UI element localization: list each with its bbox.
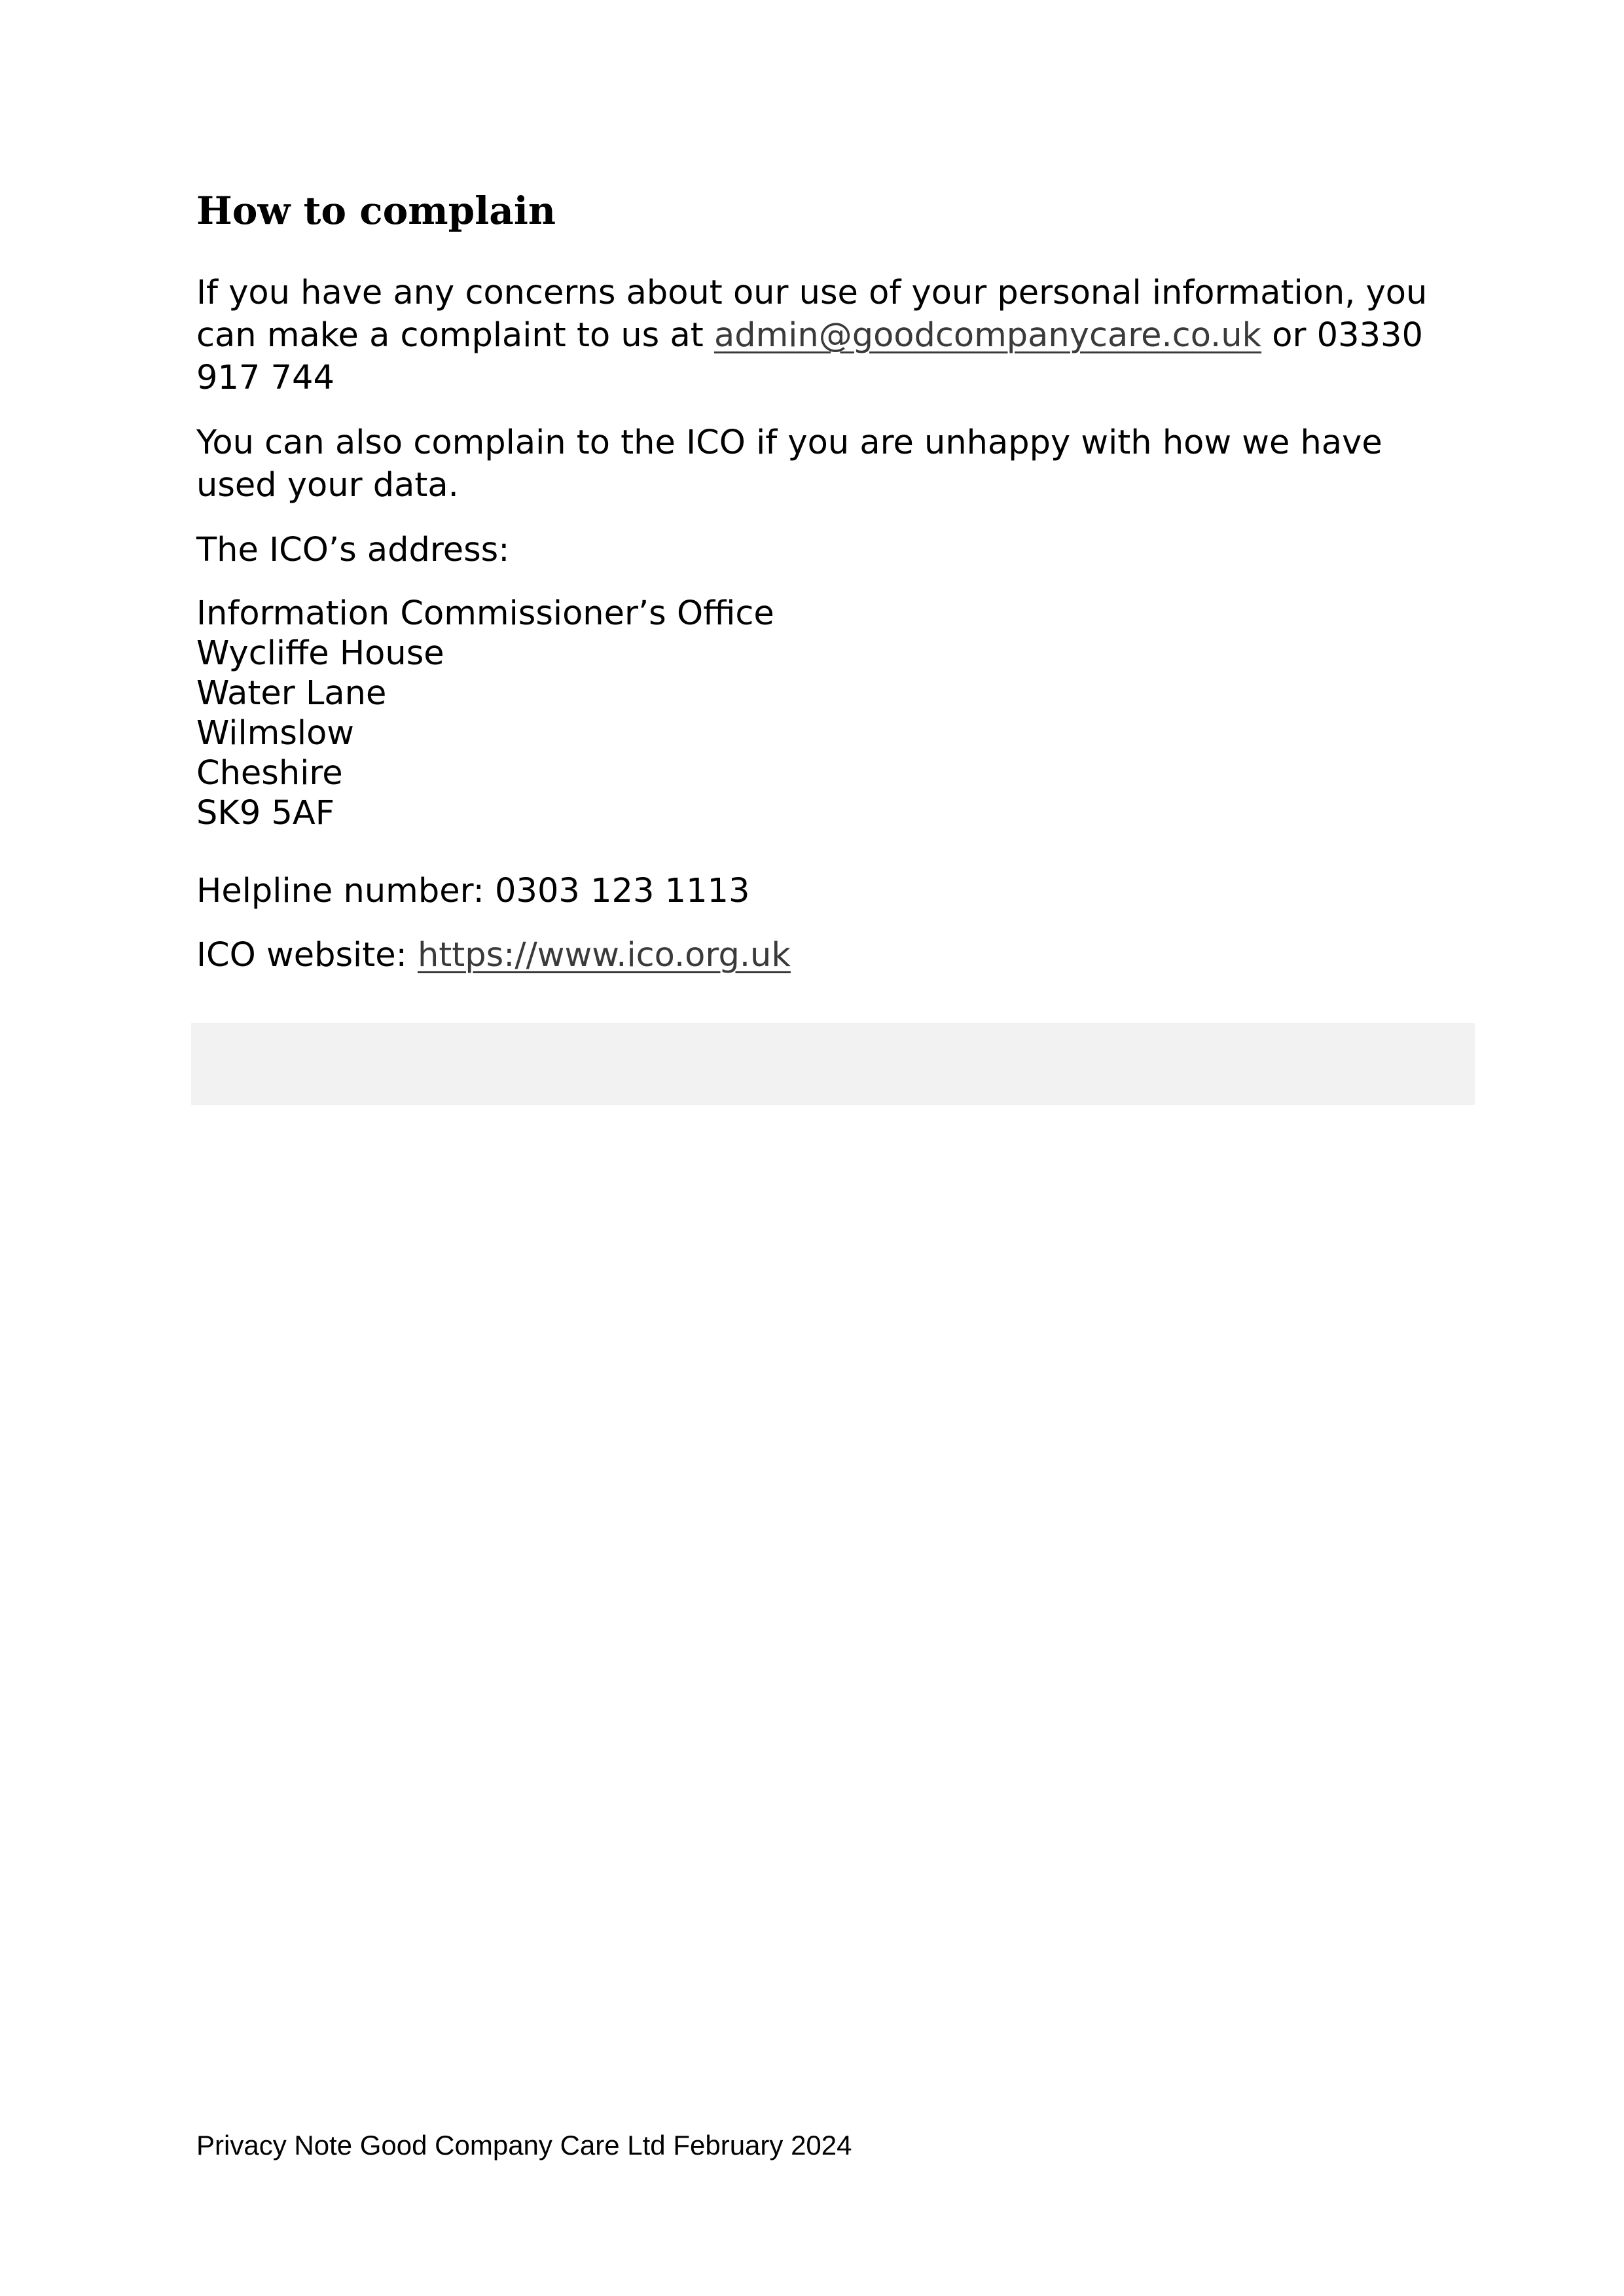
ico-address [196,594,774,833]
address-line: Water Lane [196,674,387,713]
address-line: Wycliffe House [196,634,444,673]
intro-paragraph [196,272,1466,399]
ico-website-link[interactable]: https://www.ico.org.uk [417,936,791,975]
intro-text: If you have any concerns about our use of your personal information, you can make a complaint to us at [196,274,1428,355]
phone-text: or 03330 917 744 [196,316,1423,397]
grey-shaded-box [191,1023,1475,1105]
ico-website-label: ICO website: [196,936,418,975]
address-line: Cheshire [196,754,343,793]
page-heading: How to complain [196,188,556,233]
email-link[interactable]: admin@goodcompanycare.co.uk [713,316,1262,355]
page-footer: Privacy Note Good Company Care Ltd February 2024 [196,2130,852,2161]
ico-website-line [196,934,1466,977]
address-line: Wilmslow [196,714,354,753]
address-line: SK9 5AF [196,794,335,833]
helpline-number: Helpline number: 0303 123 1113 [196,872,750,910]
ico-address-label: The ICO’s address: [196,531,510,569]
address-line: Information Commissioner’s Office [196,594,774,633]
ico-complaint-paragraph: You can also complain to the ICO if you are unhappy with how we have used your data. [196,423,1382,505]
